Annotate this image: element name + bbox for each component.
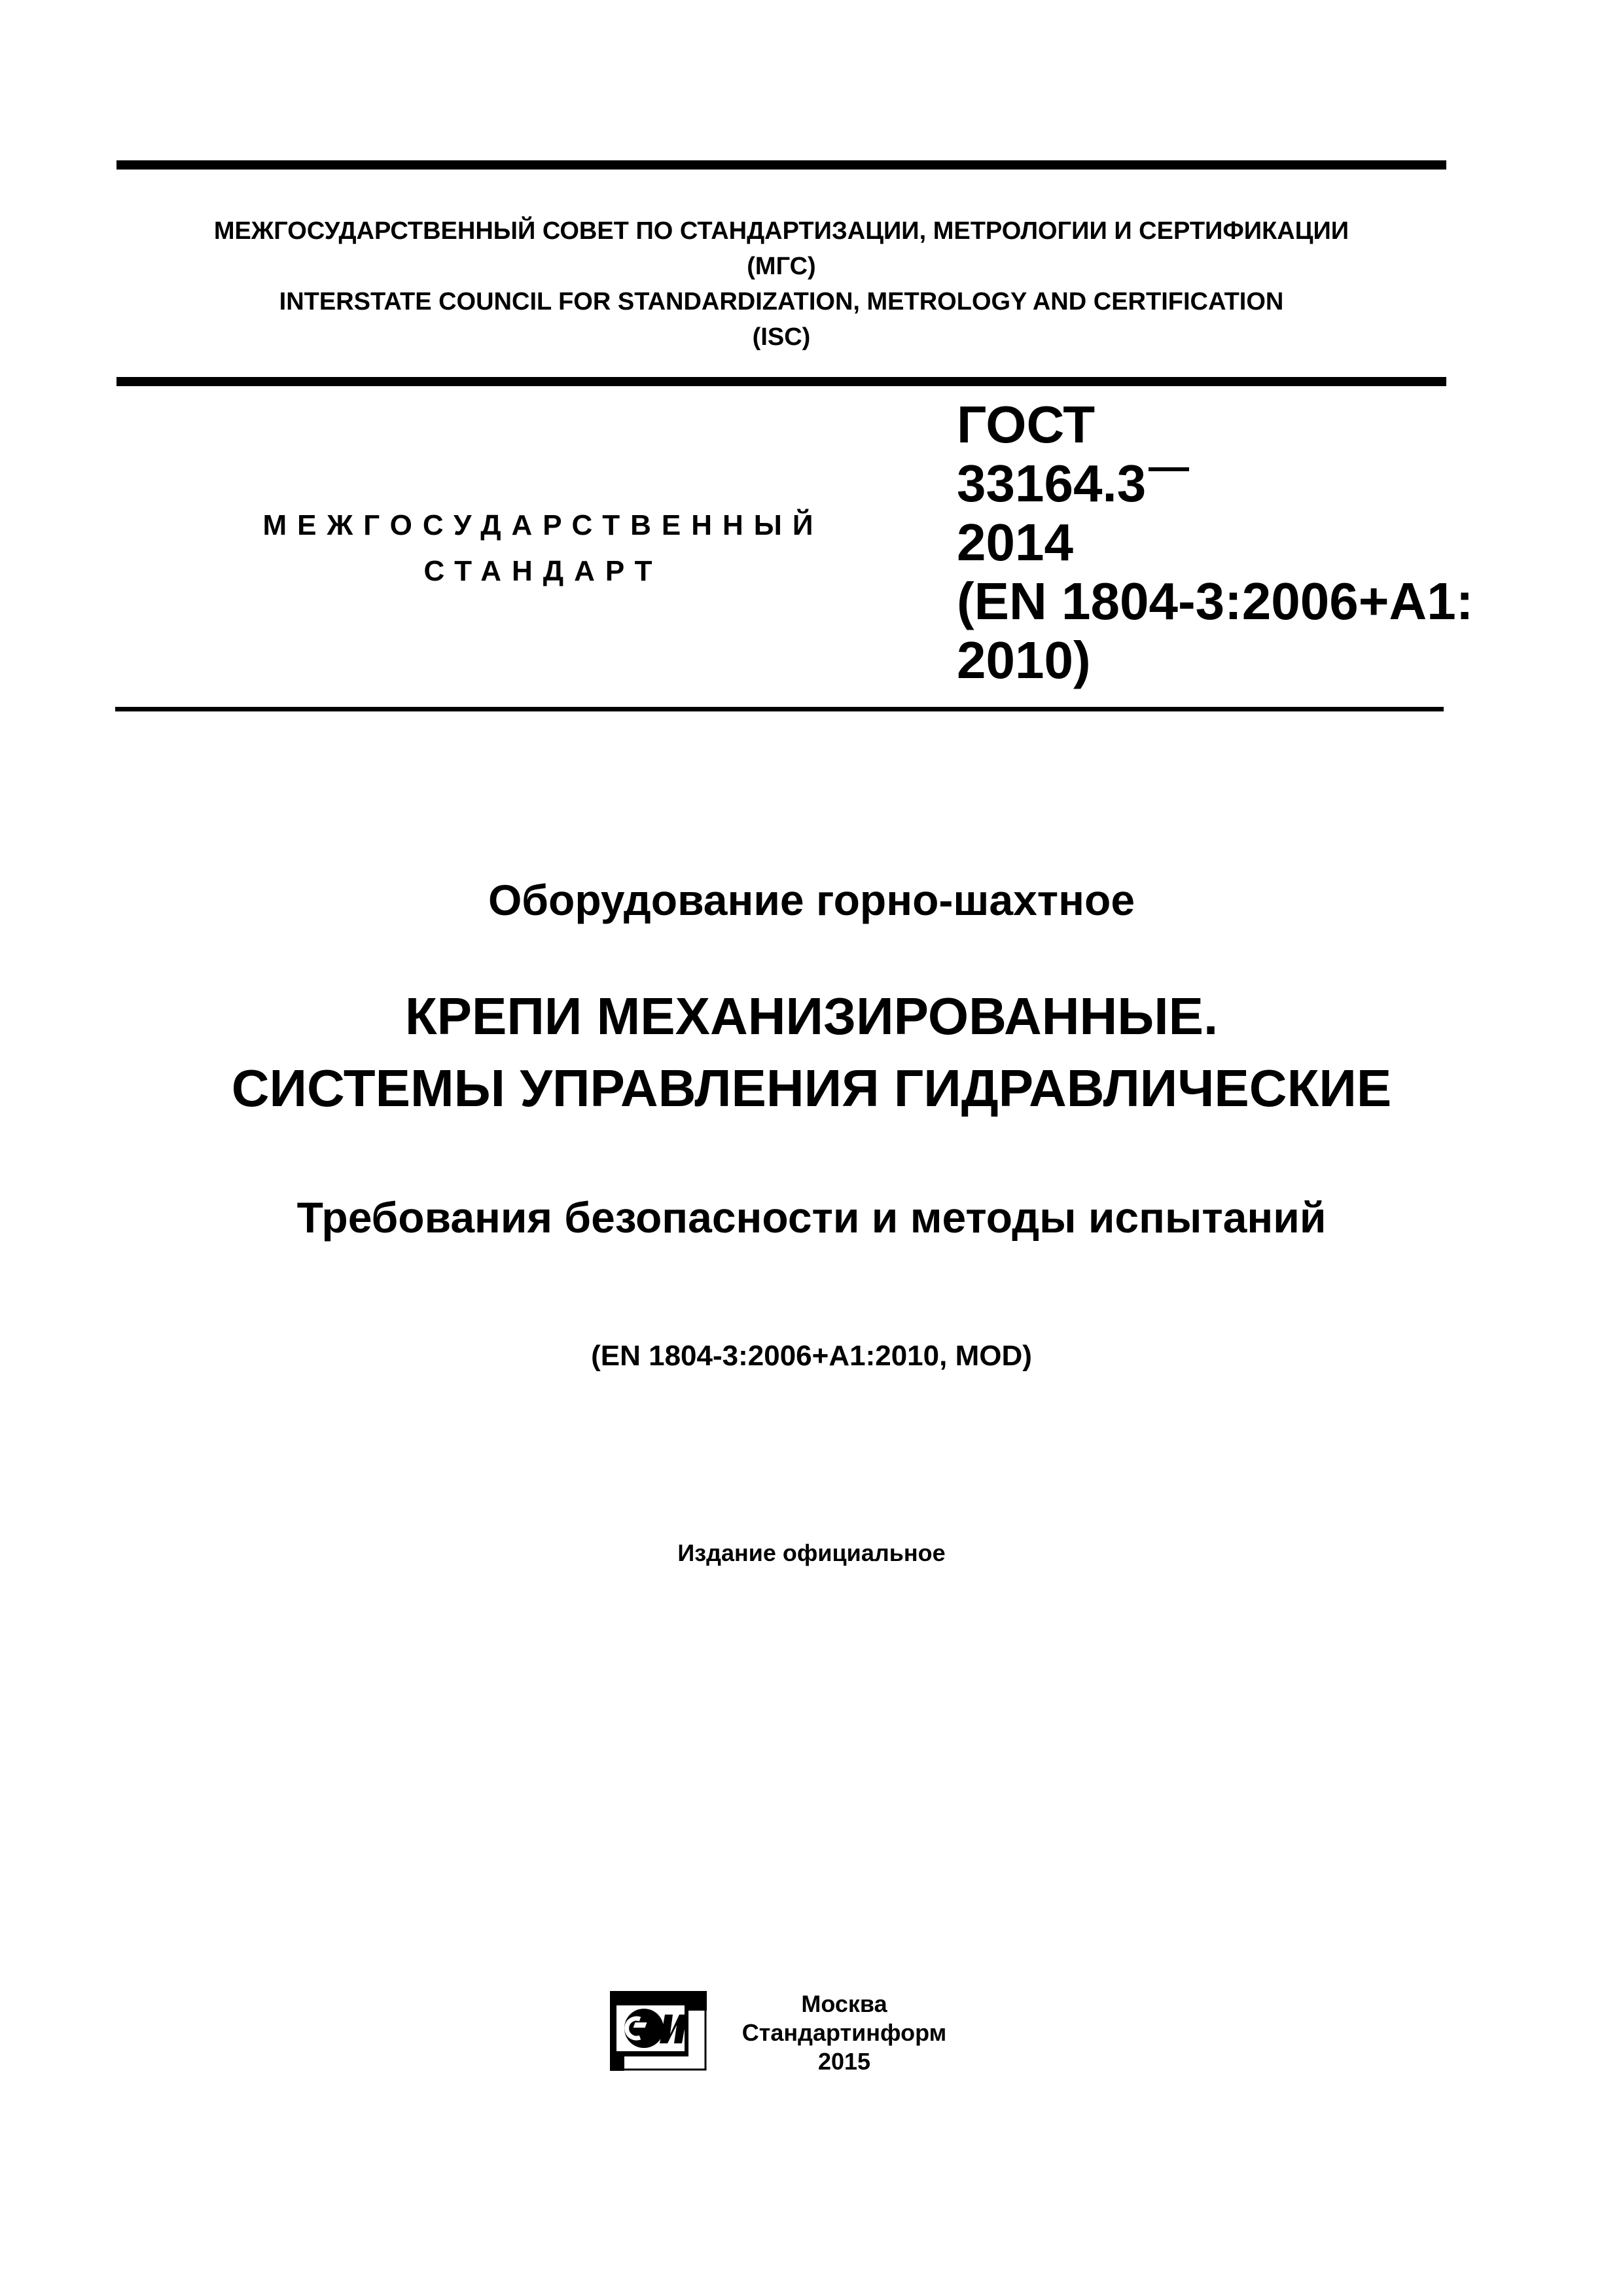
standartinform-logo-icon <box>610 1991 707 2071</box>
gost-designation <box>957 395 1473 690</box>
standard-type-line2: СТАНДАРТ <box>423 555 663 587</box>
council-name-ru: МЕЖГОСУДАРСТВЕННЫЙ СОВЕТ ПО СТАНДАРТИЗАЦИИ, МЕТРОЛОГИИ И СЕРТИФИКАЦИИ <box>213 217 1349 245</box>
publisher-city: Москва <box>801 1990 887 2017</box>
equipment-title: Оборудование горно-шахтное <box>488 876 1135 924</box>
main-title-line1: КРЕПИ МЕХАНИЗИРОВАННЫЕ. <box>404 987 1219 1045</box>
gost-label: ГОСТ <box>957 395 1096 454</box>
international-reference: (EN 1804-3:2006+A1:2010, MOD) <box>591 1340 1032 1372</box>
dash-mark <box>1149 467 1189 471</box>
council-abbr-ru: (МГС) <box>747 253 816 280</box>
top-rule <box>116 160 1446 170</box>
publisher-name: Стандартинформ <box>741 2019 947 2046</box>
main-title-line2: СИСТЕМЫ УПРАВЛЕНИЯ ГИДРАВЛИЧЕСКИЕ <box>231 1059 1392 1117</box>
main-title <box>0 980 1623 1124</box>
gost-equivalent-line1: (EN 1804-3:2006+A1: <box>957 572 1474 630</box>
publisher-block <box>713 1990 975 2076</box>
gost-year: 2014 <box>957 513 1073 571</box>
gost-number: 33164.3 <box>957 454 1147 512</box>
council-abbr-en: (ISC) <box>752 323 811 351</box>
standard-type-label <box>223 503 864 594</box>
council-header <box>116 213 1446 355</box>
gost-number-row <box>957 454 1473 513</box>
standard-type-line1: МЕЖГОСУДАРСТВЕННЫЙ <box>262 509 824 541</box>
council-name-en: INTERSTATE COUNCIL FOR STANDARDIZATION, METROLOGY AND CERTIFICATION <box>279 288 1284 315</box>
bottom-rule <box>115 707 1444 711</box>
subtitle: Требования безопасности и методы испытаний <box>296 1193 1327 1242</box>
edition-label: Издание официальное <box>677 1539 946 1566</box>
gost-equivalent-line2: 2010) <box>957 631 1091 689</box>
publisher-year: 2015 <box>817 2048 871 2075</box>
middle-rule <box>116 377 1446 386</box>
